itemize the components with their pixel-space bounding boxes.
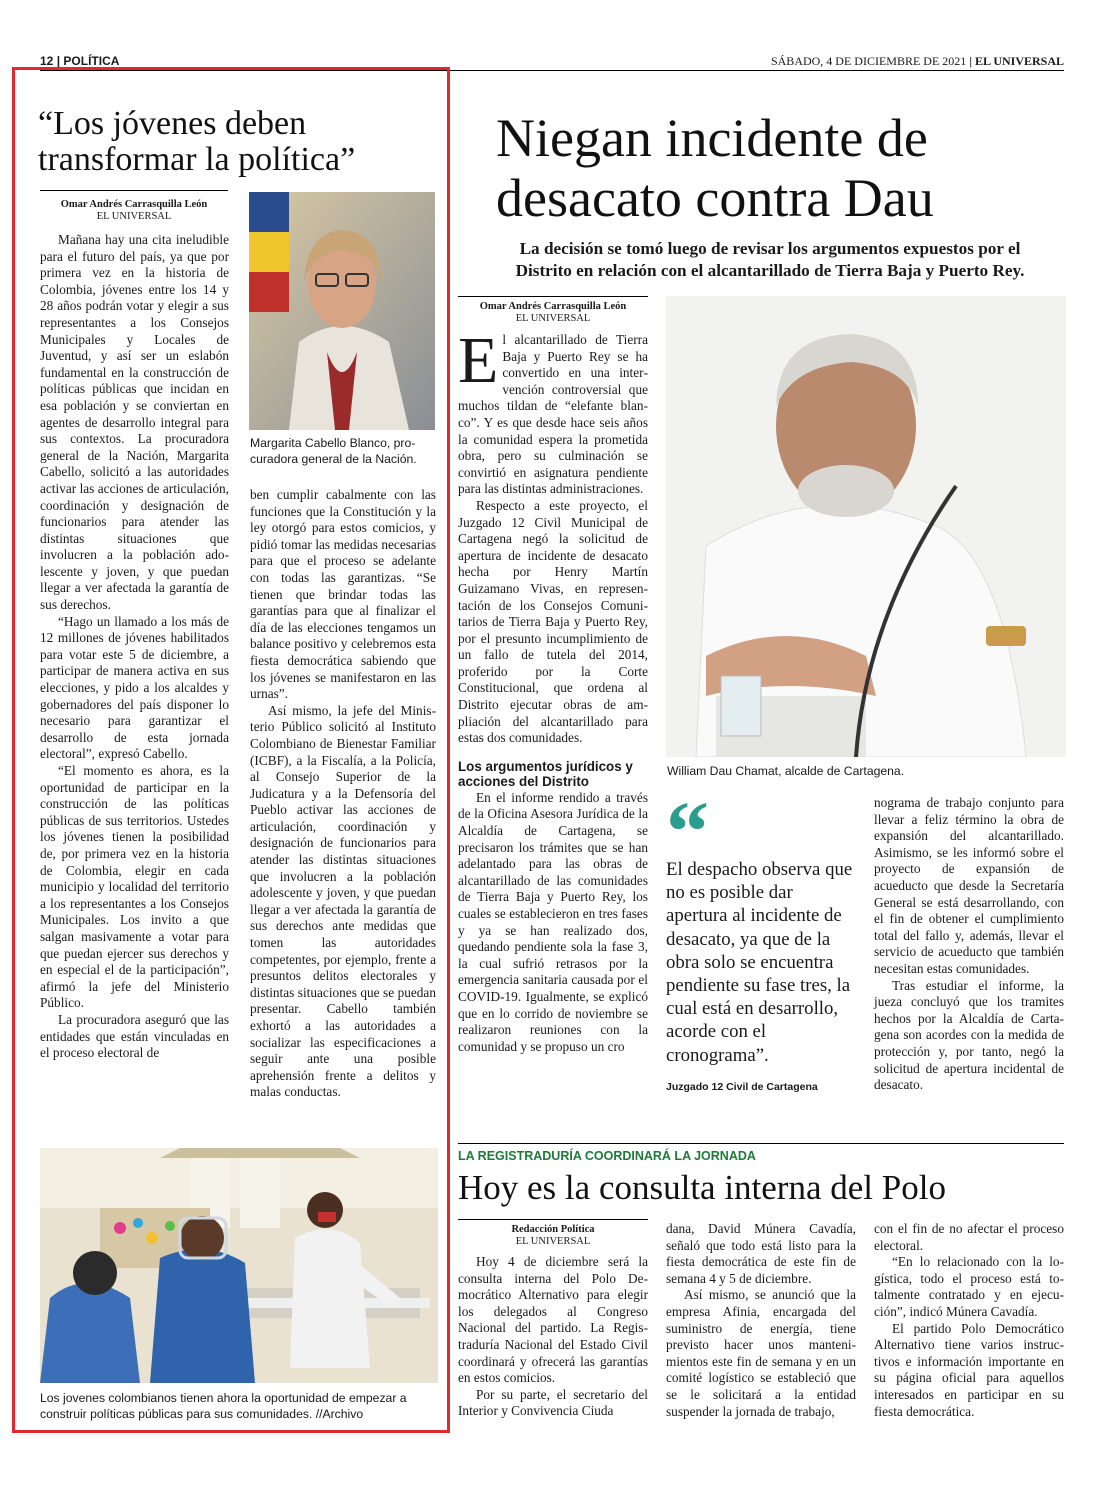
paragraph: Respecto a este proyecto, el Juzgado 12 Civil Municipal de Cartagena negó la solicitud de apertura de incidente de desacato hecha por Henry Martín Guizamano Vivas, en representación de los Consejos Comunitarios de Tierra Baja y Puerto Rey, por el presunto incumplimiento de un fallo de tutela del 2014, proferido por la Corte Constitucional, que ordena al Distrito ejecutar obras de ampliación del alcantarillado para estas dos comunidades.	[458, 497, 648, 746]
polo-author: Redacción Política	[511, 1224, 595, 1235]
newspaper-name: EL UNIVERSAL	[974, 54, 1064, 68]
paragraph: Por su parte, el secretario del Interior y Convivencia Ciuda	[458, 1386, 648, 1419]
main-author: Omar Andrés Carrasquilla León	[479, 301, 627, 312]
paragraph: Así mismo, se anunció que la empresa Afinia, encargada del suministro de energía, tiene previsto hacer unos mantenimientos este fin de semana y en un comité logístico se estableció que se le solicitará a la entidad suspender la jornada de trabajo,	[666, 1287, 856, 1419]
polo-col3	[874, 1221, 1064, 1420]
pull-quote	[666, 783, 856, 1093]
drop-cap: E	[458, 324, 499, 397]
section-name: POLÍTICA	[63, 54, 120, 68]
youth-voting-photo	[40, 1148, 438, 1383]
polo-rule	[458, 1143, 1064, 1144]
paragraph: ben cumplir cabalmente con las funciones que la Constitución y la ley otorgó para estos comicios, y pidió tomar las medidas necesarias para que el proceso se adelante con todas las garantizas. “Se tienen que brindar todas las garantías para que al finalizar el día de las elecciones tengamos un balance positivo y celebremos esta fiesta democrática sabiendo que los jóvenes se manifestaron en las urnas”.	[250, 487, 436, 702]
left-author: Omar Andrés Carrasquilla León	[60, 199, 208, 210]
paragraph: La procuradora aseguró que las entidades que están vinculadas en el proceso electoral de	[40, 1011, 229, 1061]
main-outlet: EL UNIVERSAL	[515, 313, 591, 324]
polo-col1	[458, 1254, 648, 1420]
cabello-photo	[249, 192, 435, 430]
main-article-byline	[458, 296, 648, 325]
paragraph: Así mismo, la jefe del Ministerio Público solicitó al Instituto Colombiano de Bienestar Familiar (ICBF), a la Fiscalía, a la Policía, al Consejo Superior de la Judicatura y a la Defensoría del Pueblo activar las acciones de articulación, coordinación y designación de funcionarios para atender las distintas situaciones que involucren a la población adolescente y joven, y que puedan llegar a ver afectada la garantía de sus derechos ante medidas que tomen las autoridades competentes, por ejemplo, frente a presuntos delitos electorales y distintas situaciones que se puedan presentar. Cabello también exhortó a las autoridades a socializar las especificaciones a seguir ante una posible aprehensión frente a delitos y malas conductas.	[250, 702, 436, 1100]
page-header: 12 | POLÍTICA SÁBADO, 4 DE DICIEMBRE DE 2021 | EL UNIVERSAL	[40, 54, 1064, 71]
page-number: 12	[40, 54, 54, 68]
polo-title: Hoy es la consulta interna del Polo	[458, 1168, 946, 1207]
paragraph: El partido Polo Democrático Alternativo tiene varios instructivos e información importante en su página oficial para aquellos interesados en participar en su fiesta democrática.	[874, 1320, 1064, 1419]
polo-byline	[458, 1219, 648, 1248]
polo-outlet: EL UNIVERSAL	[515, 1236, 591, 1247]
paragraph: nograma de trabajo conjunto para llevar a feliz término la obra de expansión del alcantarillado. Asimismo, se les informó sobre el proyecto de expansión de acueducto que desde la Secretaría General se está desarrollando, con el fin de obtener el cumplimiento total del fallo y, además, llevar el servicio de acueducto que también necesitan estas comunidades.	[874, 795, 1064, 976]
paragraph: Tras estudiar el informe, la jueza concluyó que los tramites hechos por la Alcaldía de Cartagena son acordes con la medida de protección y, por tanto, negó la solicitud de apertura incidental de desacato.	[874, 977, 1064, 1093]
issue-date: SÁBADO, 4 DE DICIEMBRE DE 2021	[770, 54, 967, 68]
paragraph: dana, David Múnera Cavadía, señaló que todo está listo para la fiesta democrática de este fin de semana 4 y 5 de diciembre.	[666, 1221, 856, 1286]
quote-mark-icon: “	[666, 783, 709, 879]
left-outlet: EL UNIVERSAL	[96, 211, 172, 222]
paragraph: l alcantarillado de Tierra Baja y Puerto Rey se ha convertido en una intervención controversial que muchos tildan de “elefante blanco”. Y es que desde hace seis años la comunidad espera la prometida obra, pero su culminación se convirtió en asignatura pendiente para las distintas administraciones.	[458, 332, 648, 497]
header-right: SÁBADO, 4 DE DICIEMBRE DE 2021 | EL UNIVERSAL	[770, 54, 1064, 68]
main-article-title: Niegan incidente de desacato contra Dau	[496, 108, 934, 228]
polo-col2	[666, 1221, 856, 1420]
main-article-col3	[874, 795, 1064, 1094]
quote-source: Juzgado 12 Civil de Cartagena	[666, 1080, 818, 1093]
paragraph: Mañana hay una cita ineludible para el futuro del país, ya que por primera vez en la historia de Colombia, jóvenes entre los 14 y 28 años podrán votar y elegir a sus representantes a los Consejos Municipales y Locales de Juventud, y así ser un eslabón fundamental en la construcción de políticas públicas que incidan en esa población y se conviertan en agentes de desarrollo integral para sus contextos. La procuradora general de la Nación, Margarita Cabello, solicitó a las autoridades activar las acciones de articulación, coordinación y designación de funcionarios para atender las distintas situaciones que involucren a la población adolescente y joven, y que puedan llegar a ver afectada la garantía de sus derechos.	[40, 232, 229, 613]
left-article-title: “Los jóvenes deben transformar la política”	[38, 105, 356, 178]
main-article-col1	[458, 324, 648, 1055]
polo-kicker: LA REGISTRADURÍA COORDINARÁ LA JORNADA	[458, 1149, 756, 1163]
paragraph: Hoy 4 de diciembre será la consulta interna del Polo Democrático Alternativo para elegir los delegados al Congreso Nacional del partido. La Registraduría Nacional del Estado Civil coordinará y ofrecerá las garantías en estos comicios.	[458, 1254, 648, 1386]
dau-caption: William Dau Chamat, alcalde de Cartagena.	[667, 764, 905, 778]
left-article-col1	[40, 232, 229, 1062]
main-article-subtitle: La decisión se tomó luego de revisar los argumentos expuestos por el Distrito en relación con el alcantarillado de Tierra Baja y Puerto Rey.	[515, 239, 1025, 280]
paragraph: “En lo relacionado con la logística, todo el proceso está totalmente contratado y en ejecución”, indicó Múnera Cavadía.	[874, 1254, 1064, 1319]
dau-photo	[666, 296, 1066, 757]
left-article-byline	[40, 190, 228, 223]
section-subhead: Los argumentos jurídicos y acciones del Distrito	[458, 758, 633, 790]
paragraph: “El momento es ahora, es la oportunidad de participar en la construcción de las políticas públicas de sus territorios. Ustedes los jóvenes tienen la posibilidad de, por primera vez en la historia de Colombia, elegir en cada municipio y localidad del territorio a los representantes a los Consejos Municipales. Los invito a que salgan masivamente a votar para que puedan ejercer sus derechos y en especial el de la participación”, afirmó la jefe del Ministerio Público.	[40, 763, 229, 1011]
paragraph: con el fin de no afectar el proceso electoral.	[874, 1221, 1064, 1253]
quote-text: El despacho observa que no es posible dar apertura al incidente de desacato, ya que de la obra solo se encuentra pendiente su fase tres, la cual está en desarrollo, acorde con el cronograma”.	[666, 859, 853, 1066]
cabello-caption: Margarita Cabello Blanco, procuradora general de la Nación.	[250, 436, 417, 466]
youth-photo-caption: Los jovenes colombianos tienen ahora la oportunidad de empezar a construir políticas públicas para sus comunidades. //Archivo	[40, 1391, 407, 1421]
left-article-col2	[250, 487, 436, 1101]
paragraph: “Hago un llamado a los más de 12 millones de jóvenes habilitados para votar este 5 de diciembre, a participar de manera activa en sus elecciones, y pido a los alcaldes y gobernadores del país disponer lo necesario para garantizar el desarrollo de esta jornada electoral”, expresó Cabello.	[40, 613, 229, 762]
paragraph: En el informe rendido a través de la Oficina Asesora Jurídica de la Alcaldía de Cartagena, se precisaron los trámites que se han adelantado para las obras de alcantarillado de las comunidades de Tierra Baja y Puerto Rey, los cuales se establecieron en tres fases y ya se han realizado dos, quedando pendiente sola la fase 3, la cual sufrió retrasos por la emergencia sanitaria causada por el COVID-19. Igualmente, se explicó que en lo corrido de noviembre se realizaron reuniones con la comunidad y se propuso un cro	[458, 789, 648, 1054]
